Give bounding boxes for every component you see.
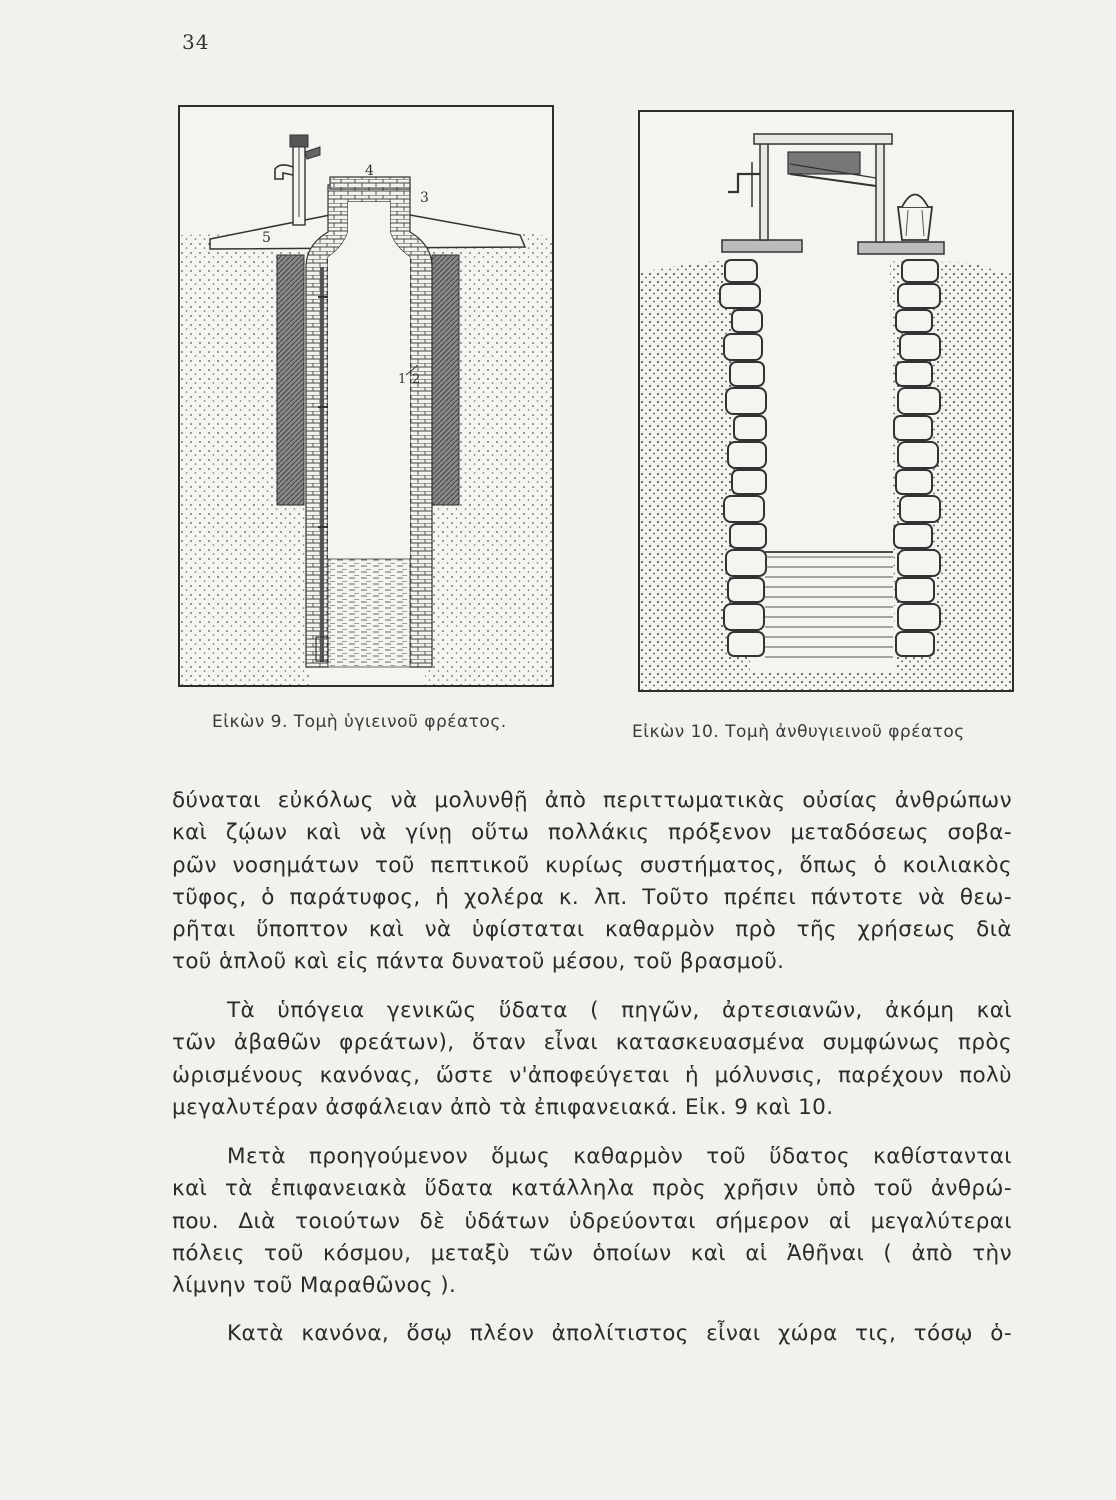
text-line: δύναται εὐκόλως νὰ μολυνθῇ ἀπὸ περιττωματικὰς οὐσίας ἀνθρώπων [172,788,1012,813]
unsanitary-well-drawing [640,112,1012,690]
figure-10-caption: Εἰκὼν 10. Τομὴ ἀνθυγιεινοῦ φρέατος [632,722,965,742]
text-line: Κατὰ κανόνα, ὅσῳ πλέον ἀπολίτιστος εἶναι χώρα τις, τόσῳ ὁ- [227,1321,1012,1346]
text-line: που. Διὰ τοιούτων δὲ ὑδάτων ὑδρεύονται σήμερον αἱ μεγαλύτεραι [172,1208,1012,1234]
label-3: 3 [420,190,429,206]
paragraph-4 [172,1318,1012,1350]
text-line: ὡρισμένους κανόνας, ὥστε ν'ἀποφεύγεται ἡ μόλυνσις, παρέχουν πολὺ [172,1062,1012,1088]
text-line: καὶ ζῴων καὶ νὰ γίνῃ οὕτω πολλάκις πρόξενον μεταδόσεως σοβα- [172,820,1012,846]
page-number: 34 [182,30,210,54]
text-line: τῶν ἀβαθῶν φρεάτων), ὅταν εἶναι κατασκευασμένα συμφώνως πρὸς [172,1030,1012,1056]
text-line: Μετὰ προηγούμενον ὅμως καθαρμὸν τοῦ ὕδατος καθίστανται [227,1144,1012,1169]
figure-10-unsanitary-well [638,110,1014,692]
label-5: 5 [262,230,271,246]
text-line: ρῆται ὕποπτον καὶ νὰ ὑφίσταται καθαρμὸν πρὸ τῆς χρήσεως διὰ [172,917,1012,943]
text-line: ρῶν νοσημάτων τοῦ πεπτικοῦ κυρίως συστήματος, ὅπως ὁ κοιλιακὸς [172,852,1012,878]
label-1: 1 [398,372,407,387]
text-line: μεγαλυτέραν ἀσφάλειαν ἀπὸ τὰ ἐπιφανειακά. Εἰκ. 9 καὶ 10. [172,1094,834,1120]
text-line: Τὰ ὑπόγεια γενικῶς ὕδατα ( πηγῶν, ἀρτεσιανῶν, ἀκόμη καὶ [227,998,1012,1023]
paragraph-2 [172,995,1012,1124]
sanitary-well-drawing [180,107,552,685]
text-line: τῦφος, ὁ παράτυφος, ἡ χολέρα κ. λπ. Τοῦτο πρέπει πάντοτε νὰ θεω- [172,884,1012,910]
paragraph-1 [172,785,1012,979]
text-line: τοῦ ἁπλοῦ καὶ εἰς πάντα δυνατοῦ μέσου, τοῦ βρασμοῦ. [172,949,785,975]
label-4: 4 [365,163,374,179]
text-line: καὶ τὰ ἐπιφανειακὰ ὕδατα κατάλληλα πρὸς χρῆσιν ὑπὸ τοῦ ἀνθρώ- [172,1176,1012,1202]
figure-9-sanitary-well [178,105,554,687]
figure-9-caption: Εἰκὼν 9. Τομὴ ὑγιεινοῦ φρέατος. [212,712,507,732]
label-2: 2 [412,372,421,387]
text-line: πόλεις τοῦ κόσμου, μεταξὺ τῶν ὁποίων καὶ αἱ Ἀθῆναι ( ἀπὸ τὴν [172,1240,1012,1266]
paragraph-3 [172,1141,1012,1302]
text-line: λίμνην τοῦ Μαραθῶνος ). [172,1273,457,1299]
